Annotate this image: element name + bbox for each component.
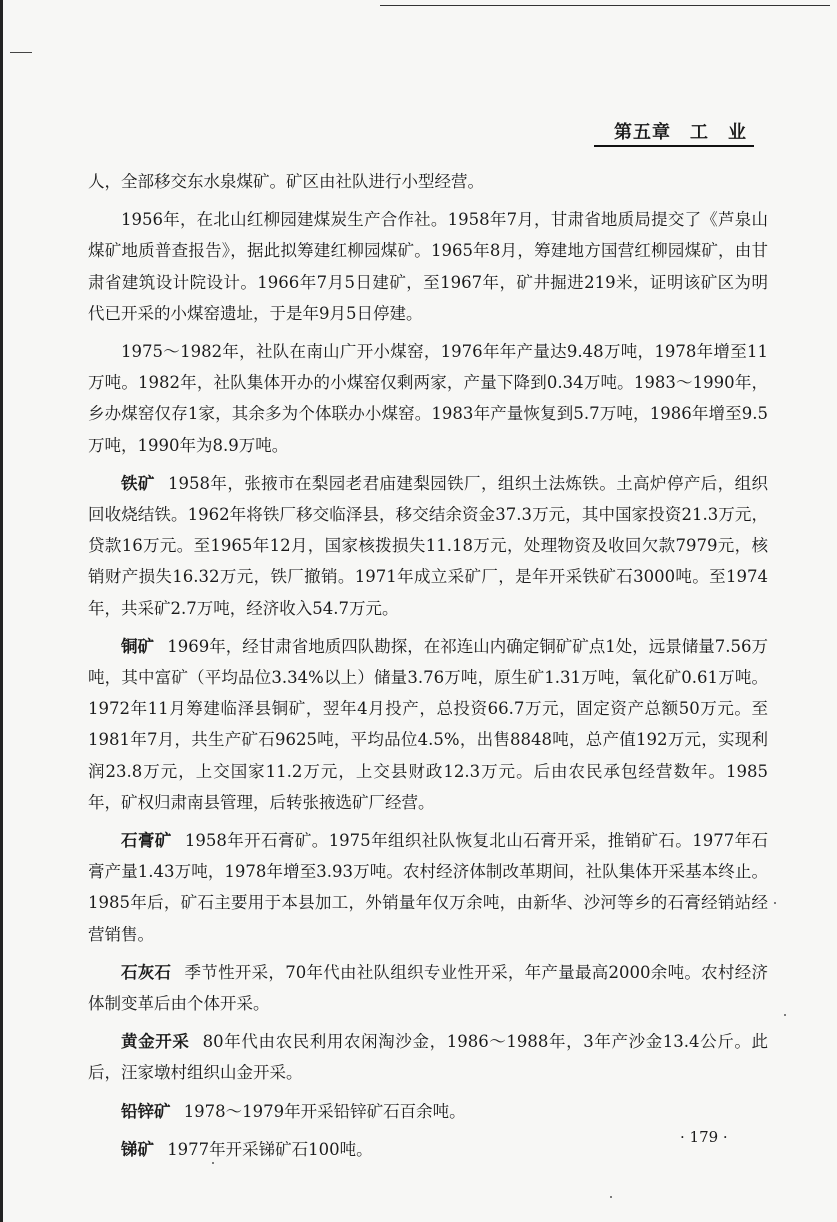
chapter-title: 第五章 工 业 [614, 122, 747, 143]
paragraph: 人，全部移交东水泉煤矿。矿区由社队进行小型经营。 [88, 172, 484, 191]
top-rule [380, 5, 830, 6]
scan-speck [784, 1014, 786, 1016]
paragraph-gold-mining: 黄金开采 80年代由农民利用农闲淘沙金，1986～1988年，3年产沙金13.4公斤。此后，汪家墩村组织山金开采。 [88, 1032, 768, 1083]
paragraph-iron-ore: 铁矿 1958年，张掖市在梨园老君庙建梨园铁厂，组织土法炼铁。土高炉停产后，组织回收烧结铁。1962年将铁厂移交临泽县，移交结余资金37.3万元，其中国家投资21.3万元，贷款16万元。至1965年12月，国家核拨损失11.18万元，处理物资及收回欠款7979元，核销财产损失16.32万元，铁厂撤销。1971年成立采矿厂，是年开采铁矿石3000吨。至1974年，共采矿2.7万吨，经济收入54.7万元。 [88, 473, 769, 618]
scan-mark [10, 52, 32, 53]
paragraph-lead-zinc-ore: 铅锌矿 1978～1979年开采铅锌矿石百余吨。 [121, 1101, 466, 1121]
section-keyword: 黄金开采 [121, 1032, 190, 1052]
section-keyword: 铜矿 [121, 636, 155, 656]
paragraph-limestone: 石灰石 季节性开采，70年代由社队组织专业性开采，年产量最高2000余吨。农村经济体制变革后由个体开采。 [88, 962, 768, 1014]
section-keyword: 锑矿 [121, 1139, 154, 1159]
section-keyword: 铁矿 [121, 473, 155, 493]
body-text [88, 166, 768, 1165]
paragraph: 1956年，在北山红柳园建煤炭生产合作社。1958年7月，甘肃省地质局提交了《芦泉山煤矿地质普查报告》，据此拟筹建红柳园煤矿。1965年8月，筹建地方国营红柳园煤矿，由甘肃省建筑设计院设计。1966年7月5日建矿，至1967年，矿井掘进219米，证明该矿区为明代已开采的小煤窑遗址，于是年9月5日停建。 [88, 210, 768, 323]
page-number: · 179 · [680, 1128, 728, 1146]
paragraph-copper-ore: 铜矿 1969年，经甘肃省地质四队勘探，在祁连山内确定铜矿矿点1处，远景储量7.56万吨，其中富矿（平均品位3.34%以上）储量3.76万吨，原生矿1.31万吨，氧化矿0.61万吨。1972年11月筹建临泽县铜矿，翌年4月投产，总投资66.7万元，固定资产总额50万元。至1981年7月，共生产矿石9625吨，平均品位4.5%，出售8848吨，总产值192万元，实现利润23.8万元，上交国家11.2万元，上交县财政12.3万元。后由农民承包经营数年。1985年，矿权归肃南县管理，后转张掖选矿厂经营。 [88, 636, 769, 812]
paragraph: 1975～1982年，社队在南山广开小煤窑，1976年年产量达9.48万吨，1978年增至11万吨。1982年，社队集体开办的小煤窑仅剩两家，产量下降到0.34万吨。1983～1990年，乡办煤窑仅存1家，其余多为个体联办小煤窑。1983年产量恢复到5.7万吨，1986年增至9.5万吨，1990年为8.9万吨。 [88, 342, 768, 455]
scan-speck [212, 1162, 214, 1164]
section-keyword: 铅锌矿 [121, 1101, 171, 1121]
running-header [594, 118, 754, 152]
scan-speck [610, 1196, 612, 1198]
section-keyword: 石灰石 [121, 962, 172, 982]
paragraph-antimony-ore: 锑矿 1977年开采锑矿石100吨。 [121, 1139, 373, 1159]
scan-speck [774, 902, 776, 904]
paragraph-gypsum-ore: 石膏矿 1958年开石膏矿。1975年组织社队恢复北山石膏开采，推销矿石。1977年石膏产量1.43万吨，1978年增至3.93万吨。农村经济体制改革期间，社队集体开采基本终止。1985年后，矿石主要用于本县加工，外销量年仅万余吨，由新华、沙河等乡的石膏经销站经营销售。 [88, 831, 768, 944]
section-keyword: 石膏矿 [121, 831, 172, 851]
scan-edge [0, 0, 3, 1222]
header-rule [594, 145, 754, 147]
